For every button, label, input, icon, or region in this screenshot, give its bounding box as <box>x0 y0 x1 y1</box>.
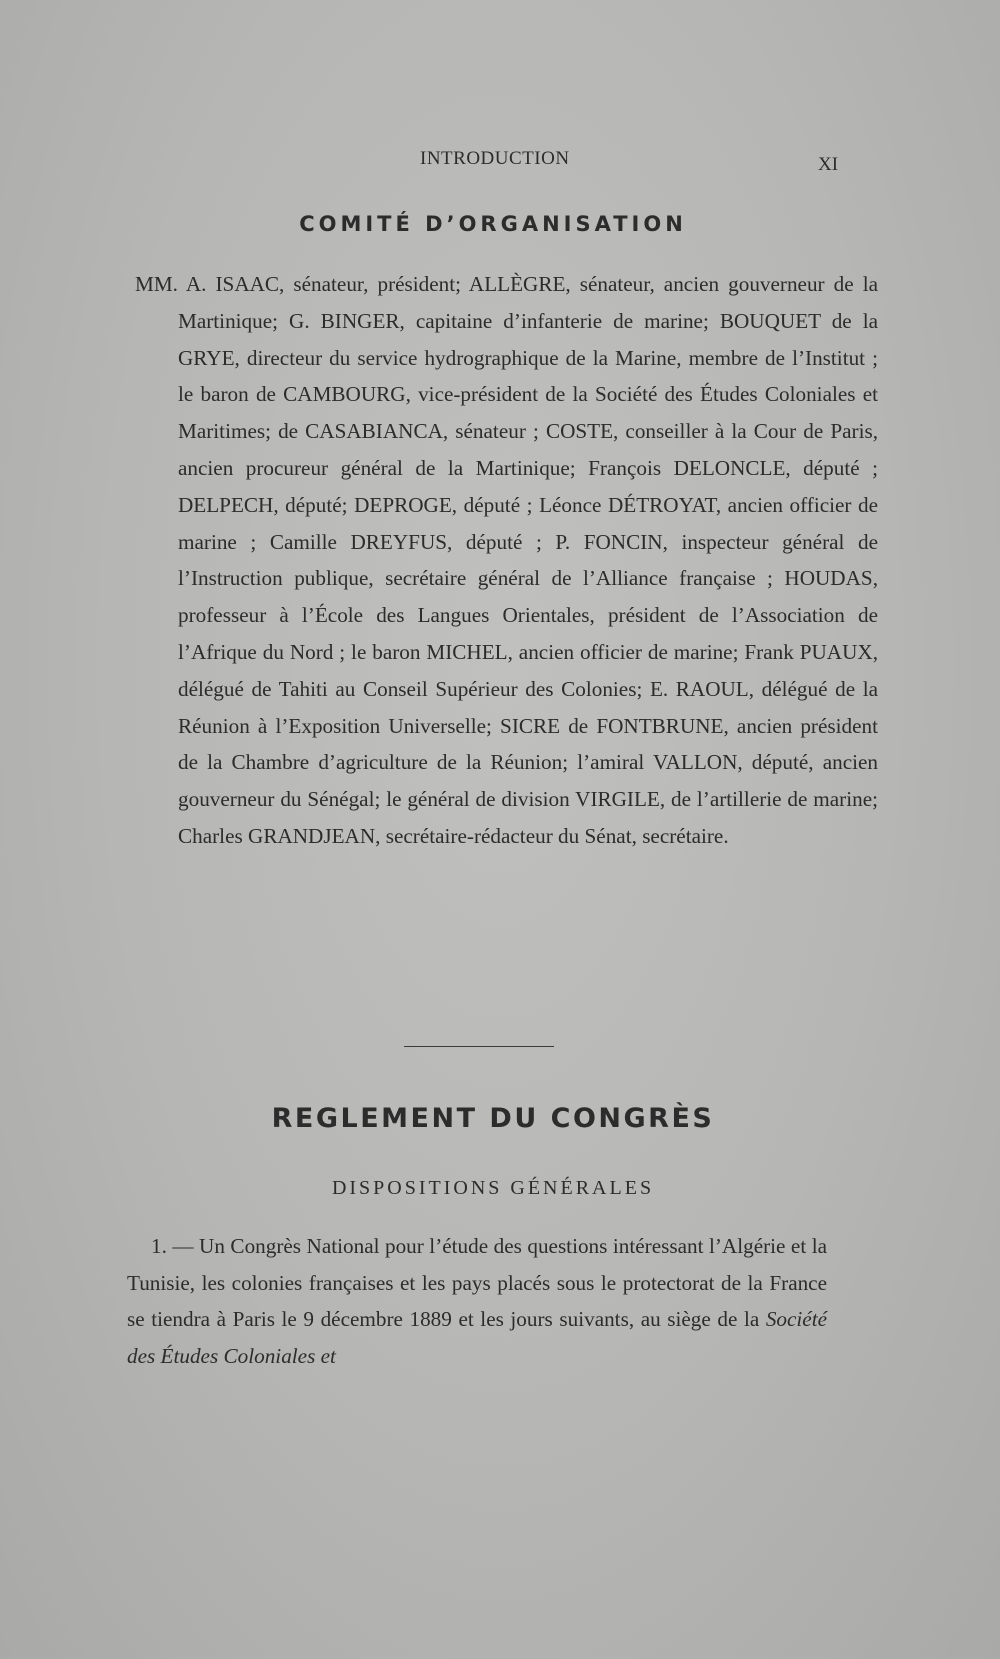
section-divider <box>404 1046 554 1047</box>
running-head <box>0 148 1000 178</box>
page-number: XI <box>818 154 839 175</box>
committee-member-list: MM. A. ISAAC, sénateur, président; ALLÈGRE, sénateur, ancien gouverneur de la Martinique; G. BINGER, capitaine d’infanterie de marine; BOUQUET de la GRYE, directeur du service hydrographique de la Marine, membre de l’Institut ; le baron de CAMBOURG, vice-président de la Société des Études Coloniales et Maritimes; de CASABIANCA, sénateur ; COSTE, conseiller à la Cour de Paris, ancien procureur général de la Martinique; François DELONCLE, député ; DELPECH, député; DEPROGE, député ; Léonce DÉTROYAT, ancien officier de marine ; Camille DREYFUS, député ; P. FONCIN, inspecteur général de l’Instruction publique, secrétaire général de l’Alliance française ; HOUDAS, professeur à l’École des Langues Orientales, président de l’Association de l’Afrique du Nord ; le baron MICHEL, ancien officier de marine; Frank PUAUX, délégué de Tahiti au Conseil Supérieur des Colonies; E. RAOUL, délégué de la Réunion à l’Exposition Universelle; SICRE de FONTBRUNE, ancien président de la Chambre d’agriculture de la Réunion; l’amiral VALLON, député, ancien gouverneur du Sénégal; le général de division VIRGILE, de l’artillerie de marine; Charles GRANDJEAN, secrétaire-rédacteur du Sénat, secrétaire. <box>135 272 878 848</box>
running-title: INTRODUCTION <box>420 148 570 169</box>
article-1-italic-text: Société des Études Coloniales et <box>127 1307 827 1368</box>
article-1-text: 1. — Un Congrès National pour l’étude des questions intéressant l’Algérie et la Tunisie, les colonies françaises et les pays placés sous le protectorat de la France se tiendra à Paris le 9 décembre 1889 et les jours suivants, au siège de la <box>127 1234 827 1331</box>
article-1-paragraph <box>127 1228 827 1374</box>
regulation-title: REGLEMENT DU CONGRÈS <box>271 1103 715 1134</box>
committee-title: COMITÉ D’ORGANISATION <box>299 212 687 236</box>
regulation-subtitle: DISPOSITIONS GÉNÉRALES <box>331 1177 655 1199</box>
